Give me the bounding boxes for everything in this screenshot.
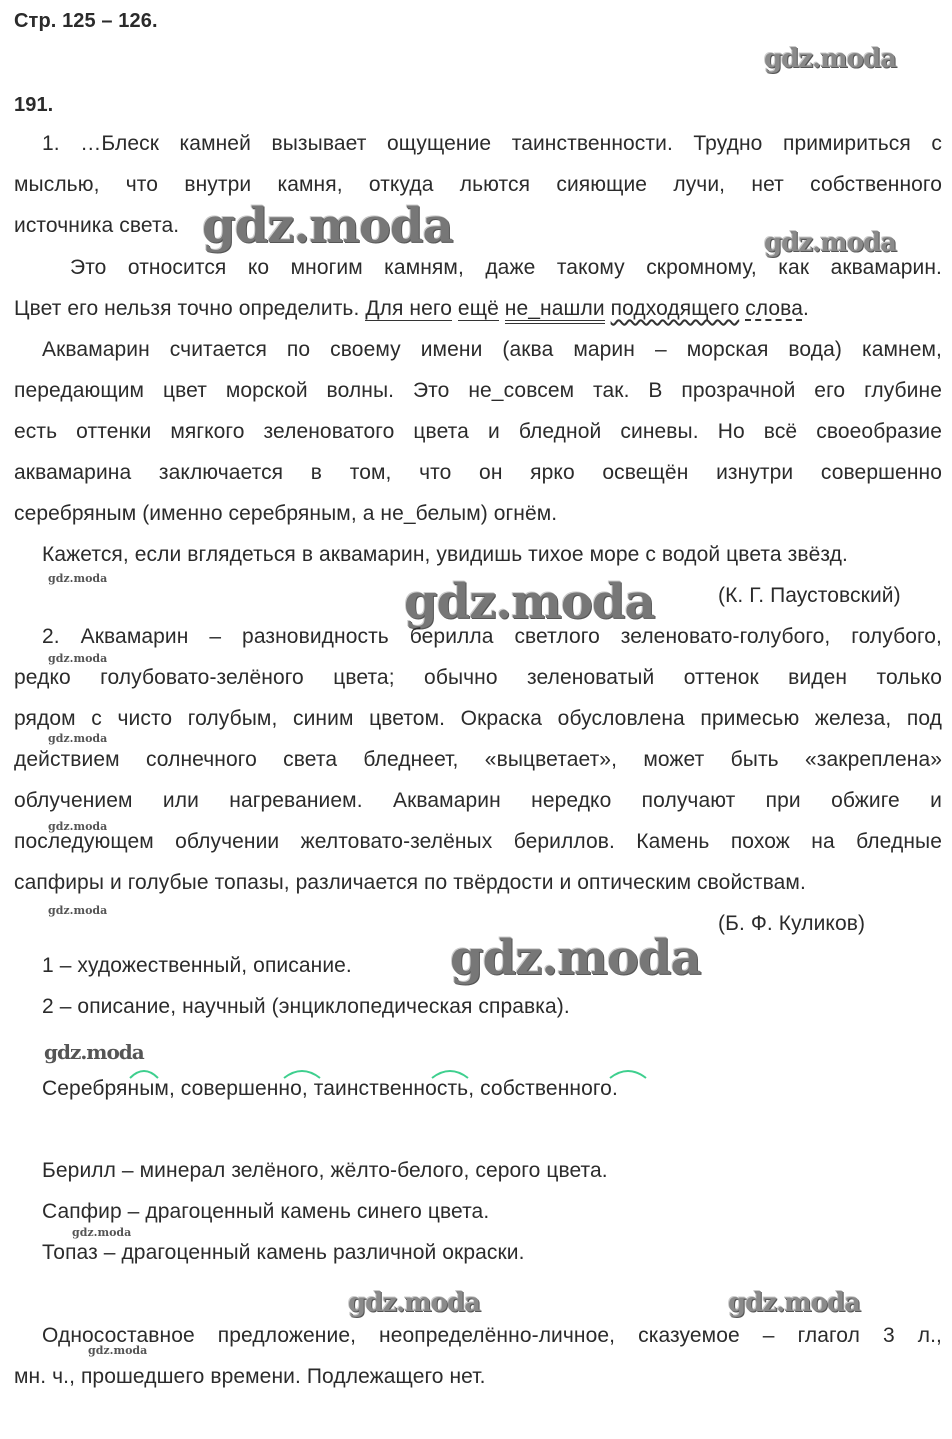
watermark-logo: gdz.moda (48, 904, 108, 917)
author-attribution: (Б. Ф. Куликов) (718, 912, 866, 935)
sentence-part: Цвет его нельзя точно определить. (14, 297, 360, 320)
object-underline: слова (745, 297, 803, 320)
watermark-logo: gdz.moda (48, 732, 108, 745)
exercise-number: 191. (14, 94, 54, 116)
definition-topaz: Топаз – драгоценный камень различной окраски. (42, 1241, 525, 1264)
watermark-logo: gdz.moda (48, 652, 108, 665)
sentence-period: . (802, 297, 809, 320)
watermark-logo: gdz.moda (764, 228, 897, 258)
text2-line: 2. Аквамарин – разновидность берилла светлого зеленовато-голубого, голубого, (42, 625, 942, 648)
watermark-logo: gdz.moda (450, 930, 701, 986)
syntax-analysis-line: мн. ч., прошедшего времени. Подлежащего нет. (14, 1365, 486, 1388)
text1-line: передающим цвет морской волны. Это не_совсем так. В прозрачной его глубине (14, 379, 942, 402)
text1-line: 1. …Блеск камней вызывает ощущение таинственности. Трудно примириться с (42, 132, 942, 155)
watermark-logo: gdz.moda (728, 1288, 861, 1318)
text1-line-parsed (14, 296, 942, 322)
text2-line: редко голубовато-зелёного цвета; обычно зеленоватый оттенок виден только (14, 666, 942, 689)
text1-line: аквамарина заключается в том, что он ярко освещён изнутри совершенно (14, 461, 942, 484)
morpheme-words: Серебряным, совершенно, таинственность, собственного. (42, 1077, 618, 1100)
predicate-underline: не_нашли (505, 297, 605, 324)
adverbial-underline: ещё (457, 297, 499, 320)
watermark-logo: gdz.moda (348, 1288, 481, 1318)
page-range-heading: Стр. 125 – 126. (14, 10, 158, 32)
watermark-logo: gdz.moda (88, 1344, 148, 1357)
text1-line: источника света. (14, 214, 180, 237)
watermark-logo: gdz.moda (404, 574, 655, 630)
watermark-logo: gdz.moda (72, 1226, 132, 1239)
watermark-logo: gdz.moda (202, 198, 453, 254)
adverbial-underline: Для него (365, 297, 452, 320)
answer-style-1: 1 – художественный, описание. (42, 954, 352, 977)
modifier-underline: подходящего (610, 297, 740, 320)
definition-sapphire: Сапфир – драгоценный камень синего цвета. (42, 1200, 490, 1223)
watermark-logo: gdz.moda (764, 44, 897, 74)
text2-line: сапфиры и голубые топазы, различается по твёрдости и оптическим свойствам. (14, 871, 806, 894)
author-attribution: (К. Г. Паустовский) (718, 584, 901, 607)
text2-line: действием солнечного света бледнеет, «выцветает», может быть «закреплена» (14, 748, 942, 771)
text1-line: Аквамарин считается по своему имени (аква марин – морская вода) камнем, (42, 338, 942, 361)
text1-line: Это относится ко многим камням, даже такому скромному, как аквамарин. (70, 256, 942, 279)
text1-line: мыслью, что внутри камня, откуда льются сияющие лучи, нет собственного (14, 173, 942, 196)
watermark-logo: gdz.moda (48, 572, 108, 585)
text2-line: облучением или нагреванием. Аквамарин нередко получают при обжиге и (14, 789, 942, 812)
definition-beryl: Берилл – минерал зелёного, жёлто-белого, серого цвета. (42, 1159, 608, 1182)
text1-line: Кажется, если вглядеться в аквамарин, увидишь тихое море с водой цвета звёзд. (42, 543, 848, 566)
watermark-logo: gdz.moda (48, 820, 108, 833)
answer-style-2: 2 – описание, научный (энциклопедическая справка). (42, 995, 570, 1018)
text1-line: есть оттенки мягкого зеленоватого цвета и бледной синевы. Но всё своеобразие (14, 420, 942, 443)
text2-line: рядом с чисто голубым, синим цветом. Окраска обусловлена примесью железа, под (14, 707, 942, 730)
text2-line: последующем облучении желтовато-зелёных бериллов. Камень похож на бледные (14, 830, 942, 853)
syntax-analysis-line: Односоставное предложение, неопределённо-личное, сказуемое – глагол 3 л., (42, 1324, 942, 1347)
text1-line: серебряным (именно серебряным, а не_белым) огнём. (14, 502, 558, 525)
watermark-logo: gdz.moda (44, 1040, 144, 1064)
